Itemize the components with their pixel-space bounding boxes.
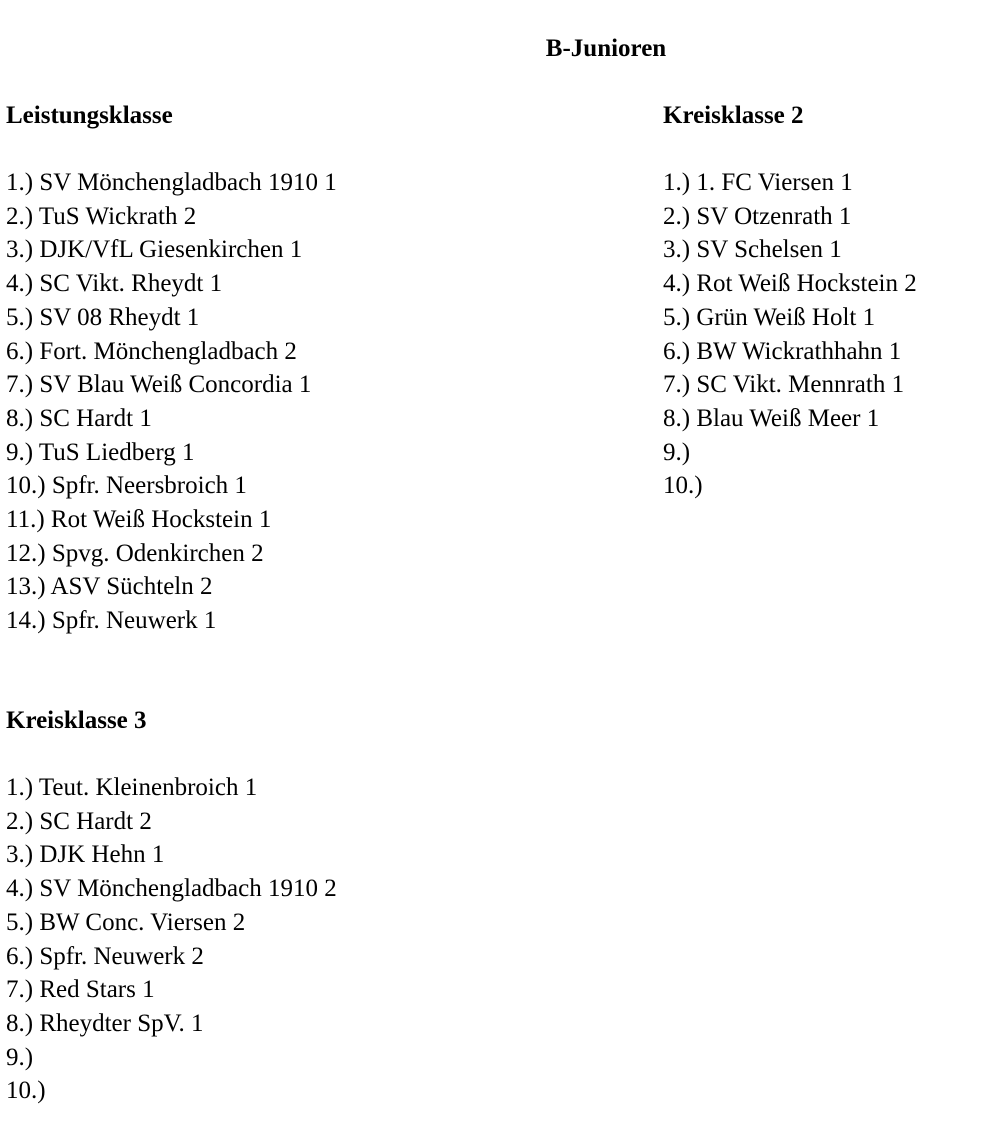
team-row: 2.) SC Hardt 2 (6, 807, 152, 835)
team-row: 9.) (663, 438, 691, 466)
team-row: 7.) SV Blau Weiß Concordia 1 (6, 371, 312, 399)
team-row: 10.) Spfr. Neersbroich 1 (6, 472, 247, 500)
team-row: 8.) Rheydter SpV. 1 (6, 1009, 204, 1037)
section-heading: Kreisklasse 2 (663, 102, 804, 129)
page-title: B-Junioren (545, 35, 667, 62)
team-row: 4.) SV Mönchengladbach 1910 2 (6, 875, 337, 903)
team-row: 10.) (663, 472, 703, 500)
team-row: 8.) SC Hardt 1 (6, 404, 152, 432)
team-row: 12.) Spvg. Odenkirchen 2 (6, 539, 264, 567)
team-row: 9.) (6, 1043, 34, 1071)
team-row: 6.) Spfr. Neuwerk 2 (6, 942, 204, 970)
team-row: 1.) Teut. Kleinenbroich 1 (6, 774, 258, 801)
section-kreisklasse-2 (663, 99, 917, 503)
team-row: 8.) Blau Weiß Meer 1 (663, 404, 880, 432)
team-row: 10.) (6, 1077, 46, 1105)
team-row: 1.) SV Mönchengladbach 1910 1 (6, 169, 337, 196)
section-leistungsklasse (6, 99, 337, 638)
team-row: 5.) BW Conc. Viersen 2 (6, 908, 246, 936)
team-row: 9.) TuS Liedberg 1 (6, 438, 195, 466)
team-row: 3.) DJK Hehn 1 (6, 841, 165, 869)
section-heading: Leistungsklasse (6, 102, 173, 129)
team-list (6, 166, 337, 638)
team-row: 4.) Rot Weiß Hockstein 2 (663, 270, 917, 298)
team-row: 4.) SC Vikt. Rheydt 1 (6, 270, 223, 298)
team-list (663, 166, 917, 503)
team-row: 14.) Spfr. Neuwerk 1 (6, 607, 217, 635)
section-kreisklasse-3 (6, 704, 337, 1108)
team-row: 6.) Fort. Mönchengladbach 2 (6, 337, 297, 365)
team-row: 2.) TuS Wickrath 2 (6, 202, 197, 230)
team-row: 3.) SV Schelsen 1 (663, 236, 842, 264)
team-row: 2.) SV Otzenrath 1 (663, 202, 852, 230)
team-row: 7.) SC Vikt. Mennrath 1 (663, 371, 905, 399)
section-heading: Kreisklasse 3 (6, 707, 147, 734)
team-row: 5.) Grün Weiß Holt 1 (663, 303, 876, 331)
team-row: 1.) 1. FC Viersen 1 (663, 169, 853, 196)
team-row: 13.) ASV Süchteln 2 (6, 573, 213, 601)
team-row: 6.) BW Wickrathhahn 1 (663, 337, 902, 365)
team-row: 5.) SV 08 Rheydt 1 (6, 303, 200, 331)
team-row: 11.) Rot Weiß Hockstein 1 (6, 506, 272, 534)
team-row: 7.) Red Stars 1 (6, 976, 155, 1004)
team-row: 3.) DJK/VfL Giesenkirchen 1 (6, 236, 303, 264)
team-list (6, 771, 337, 1108)
